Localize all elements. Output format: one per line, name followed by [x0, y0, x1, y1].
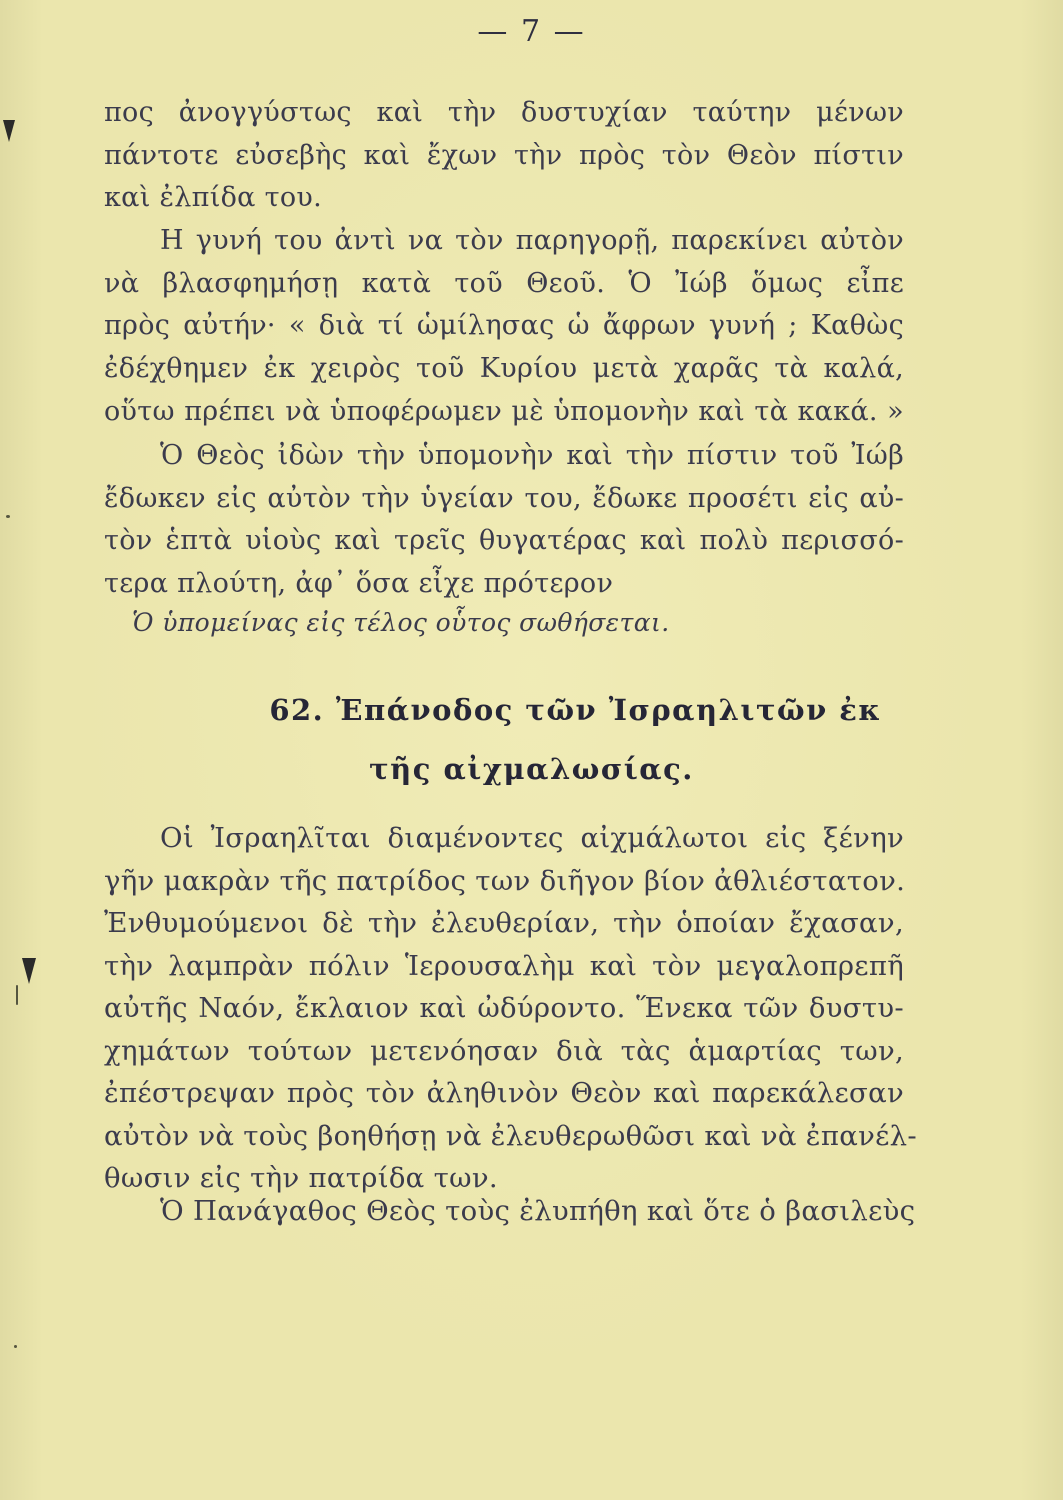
text-line: τὴν λαμπρὰν πόλιν Ἱερουσαλὴμ καὶ τὸν μεγαλοπρεπῆ [104, 949, 904, 982]
text-line: θωσιν εἰς τὴν πατρίδα των. [104, 1162, 498, 1194]
text-line: Ἐνθυμούμενοι δὲ τὴν ἐλευθερίαν, τὴν ὁποίαν ἔχασαν, [104, 907, 904, 939]
margin-mark [3, 120, 15, 142]
paragraph-israelites [104, 817, 917, 1200]
text-line: νὰ βλασφημήσῃ κατὰ τοῦ Θεοῦ. Ὁ Ἰώβ ὅμως εἶπε [104, 267, 904, 299]
paragraph-god-rewards [104, 435, 904, 606]
section-title-line-2: τῆς αἰχμαλωσίας. [369, 752, 694, 786]
paper-speck [6, 515, 10, 518]
text-line: πρὸς αὐτήν· « διὰ τί ὡμίλησας ὡ ἄφρων γυνή ; Καθὼς [104, 310, 904, 342]
paragraph-lord [104, 1190, 916, 1233]
text-line: χημάτων τούτων μετενόησαν διὰ τὰς ἁμαρτίας των, [104, 1034, 904, 1067]
page-number: — 7 — [477, 14, 586, 49]
paragraph-wife [104, 220, 904, 434]
text-line: ἐπέστρεψαν πρὸς τὸν ἀληθινὸν Θεὸν καὶ παρεκάλεσαν [104, 1077, 904, 1109]
paper-speck [14, 1345, 17, 1348]
margin-mark [22, 958, 36, 984]
paragraph-job-continued [104, 92, 904, 220]
text-line: οὕτω πρέπει νὰ ὑποφέρωμεν μὲ ὑπομονὴν καὶ τὰ κακά. » [104, 395, 904, 427]
text-line: τερα πλούτη, ἀφ᾽ ὅσα εἶχε πρότερον [104, 568, 614, 600]
text-line: αὐτὸν νὰ τοὺς βοηθήσῃ νὰ ἐλευθερωθῶσι καὶ νὰ ἐπανέλ- [104, 1119, 917, 1152]
text-line: πος ἀνογγύστως καὶ τὴν δυστυχίαν ταύτην μένων [104, 97, 904, 128]
text-line: γῆν μακρὰν τῆς πατρίδος των διῆγον βίον ἀθλιέστατον. [104, 864, 906, 897]
text-line: Ὁ Θεὸς ἰδὼν τὴν ὑπομονὴν καὶ τὴν πίστιν τοῦ Ἰώβ [160, 440, 904, 471]
text-line: ἐδέχθημεν ἐκ χειρὸς τοῦ Κυρίου μετὰ χαρᾶς τὰ καλά, [104, 353, 904, 385]
text-line: ἔδωκεν εἰς αὐτὸν τὴν ὑγείαν του, ἔδωκε προσέτι εἰς αὐ- [104, 482, 904, 514]
text-line: τὸν ἑπτὰ υἱοὺς καὶ τρεῖς θυγατέρας καὶ πολὺ περισσό- [104, 525, 904, 557]
text-line: Η γυνή του ἀντὶ να τὸν παρηγορῇ, παρεκίνει αὐτὸν [160, 225, 904, 256]
section-title-line-1: 62. Ἐπάνοδος τῶν Ἰσραηλιτῶν ἐκ [269, 693, 882, 727]
text-line: αὐτῆς Ναόν, ἔκλαιον καὶ ὠδύροντο. Ἕνεκα τῶν δυστυ- [104, 992, 904, 1024]
paper-speck [16, 985, 18, 1005]
text-line: πάντοτε εὐσεβὴς καὶ ἔχων τὴν πρὸς τὸν Θεὸν πίστιν [104, 139, 904, 171]
text-line: καὶ ἐλπίδα του. [104, 182, 322, 214]
text-line: Οἱ Ἰσραηλῖται διαμένοντες αἰχμάλωτοι εἰς ξένην [160, 822, 904, 854]
scripture-quote: Ὁ ὑπομείνας εἰς τέλος οὗτος σωθήσεται. [132, 608, 670, 637]
text-line: Ὁ Πανάγαθος Θεὸς τοὺς ἐλυπήθη καὶ ὅτε ὁ βασιλεὺς [160, 1195, 916, 1227]
